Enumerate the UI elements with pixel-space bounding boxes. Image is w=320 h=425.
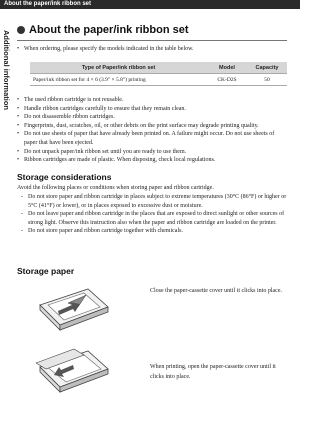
table-cell-capacity: 50 (247, 74, 287, 86)
list-item: • Do not disassemble ribbon cartridges. (17, 113, 287, 122)
table-header-capacity: Capacity (247, 62, 287, 74)
table-header-model: Model (207, 62, 247, 74)
title-divider (17, 40, 287, 41)
cassette-close-figure (28, 283, 113, 335)
list-item: • The used ribbon cartridge is not reusable. (17, 96, 287, 105)
list-item: - Do not store paper and ribbon cartridge together with chemicals. (17, 227, 287, 236)
figure-caption-close: Close the paper-cassette cover until it clicks into place. (150, 288, 282, 294)
cassette-open-figure (28, 343, 113, 395)
list-item: • Fingerprints, dust, scratches, oil, or other debris on the print surface may degrade printing quality. (17, 122, 287, 131)
header-title: About the paper/ink ribbon set (4, 1, 92, 7)
list-item: • Ribbon cartridges are made of plastic. When disposing, check local regulations. (17, 156, 287, 165)
page-title: About the paper/ink ribbon set (29, 24, 189, 36)
intro-bullet: • When ordering, please specify the models indicated in the table below. (17, 45, 287, 54)
table-row (30, 74, 287, 86)
list-item: - Do not leave paper and ribbon cartridge in the places that are exposed to direct sunlight or other sources of strong light. Observe this instruction also when the paper and ribbon cartridge are loaded on the printer. (17, 210, 287, 227)
title-bullet-icon (17, 26, 25, 34)
page-title-row (17, 24, 189, 36)
table-cell-model: CK-D2S (207, 74, 247, 86)
storage-paper-heading: Storage paper (17, 266, 75, 276)
table-header-type: Type of Paper/ink ribbon set (30, 62, 207, 74)
table-cell-type: Paper/ink ribbon set for 4 × 6 (3.9" × 5.8") printing (30, 74, 207, 86)
intro-list (17, 45, 287, 54)
list-item: - Do not store paper and ribbon cartridge in places subject to extreme temperatures (30°C (86°F) or higher or 5°C (41°F) or lower), or in places exposed to excessive dust or moisture. (17, 193, 287, 210)
header-bar (0, 0, 300, 9)
list-item: • Do not use sheets of paper that have already been printed on. A failure might occur. Do not use sheets of paper that have been ejected. (17, 130, 287, 147)
storage-list (17, 193, 287, 236)
figure-caption-open: When printing, open the paper-cassette cover until it clicks into place. (150, 364, 276, 380)
storage-heading: Storage considerations (17, 172, 112, 182)
table-header-row (30, 62, 287, 74)
list-item: • Handle ribbon cartridges carefully to ensure that they remain clean. (17, 105, 287, 114)
handling-list (17, 96, 287, 165)
list-item: • Do not unpack paper/ink ribbon set until you are ready to use them. (17, 148, 287, 157)
model-table (30, 62, 287, 86)
side-tab-label: Additional information (2, 30, 11, 110)
storage-intro: Avoid the following places or conditions when storing paper and ribbon cartridge. (17, 185, 214, 191)
